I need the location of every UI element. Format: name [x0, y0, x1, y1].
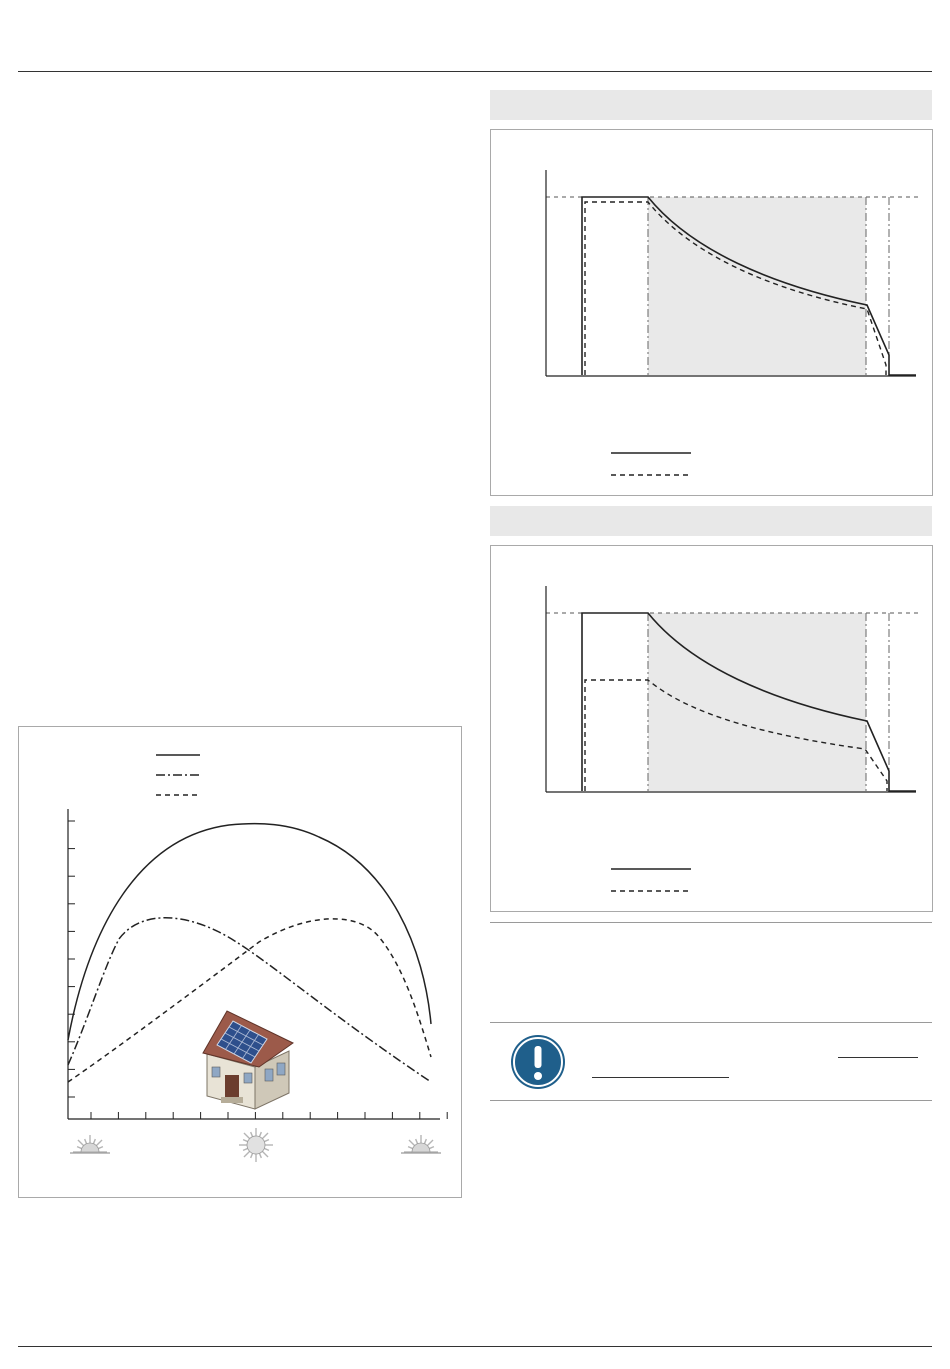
note-top-rule — [490, 1022, 932, 1023]
curve-series-1 — [68, 824, 431, 1040]
figure-1-title-band — [490, 90, 932, 120]
note-link-underline[interactable] — [592, 1077, 729, 1078]
shaded-region — [648, 613, 866, 791]
exclamation-icon — [510, 1034, 566, 1090]
figure-1-chart — [491, 130, 934, 497]
header-rule — [18, 71, 932, 72]
solar-curve-chart — [19, 727, 463, 1199]
midday-sun-icon — [239, 1128, 273, 1162]
solar-curve-figure — [18, 726, 462, 1198]
house-with-solar-panels-icon — [203, 1011, 293, 1109]
section-divider — [490, 922, 932, 923]
shaded-region — [648, 197, 866, 375]
footer-rule — [18, 1346, 932, 1347]
note-bottom-rule — [490, 1100, 932, 1101]
figure-2-panel — [490, 545, 933, 912]
figure-2-chart — [491, 546, 934, 913]
setting-sun-icon — [401, 1135, 441, 1153]
note-link-underline[interactable] — [838, 1057, 918, 1058]
rising-sun-icon — [70, 1135, 110, 1153]
figure-2-title-band — [490, 506, 932, 536]
figure-1-panel — [490, 129, 933, 496]
